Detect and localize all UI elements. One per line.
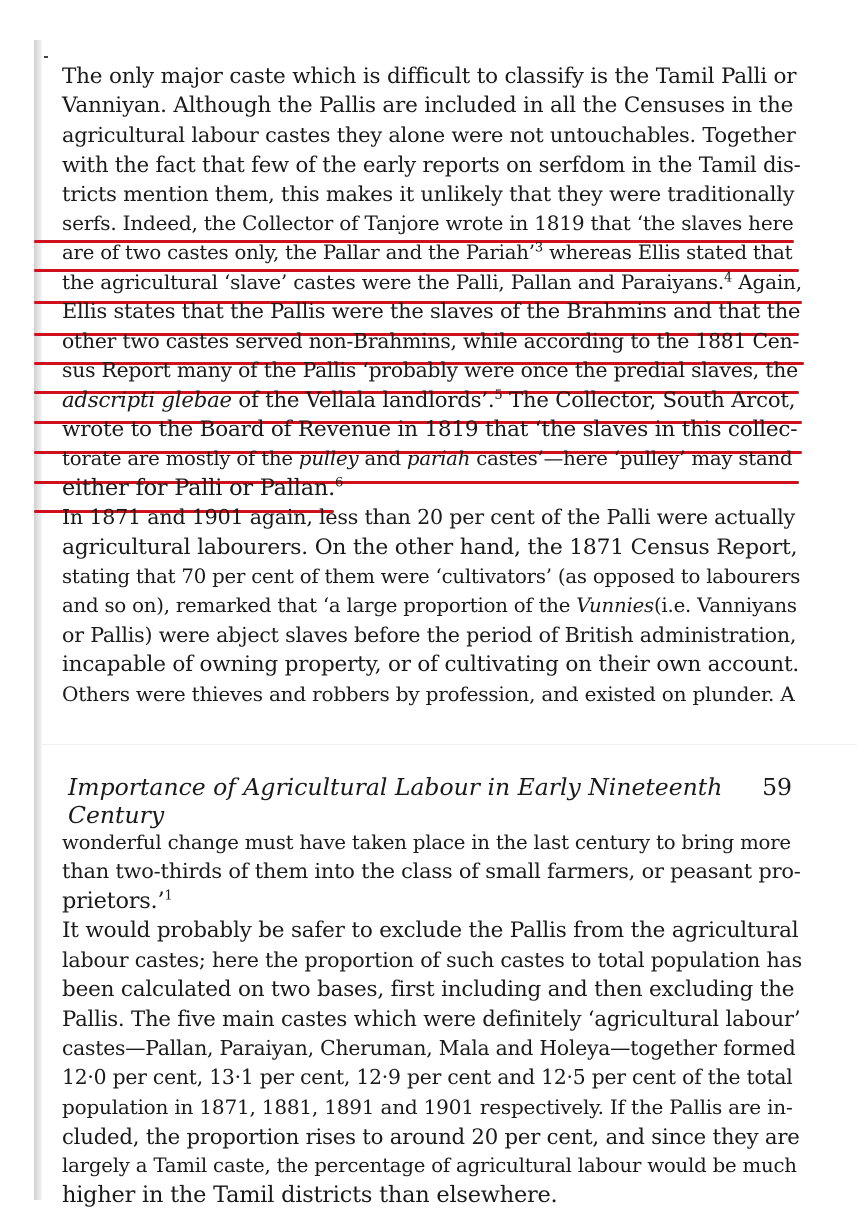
page-spine-shadow [34, 40, 42, 1200]
text-line: Vanniyan. Although the Pallis are included in all the Censuses in the [62, 93, 794, 119]
text-line: 12·0 per cent, 13·1 per cent, 12·9 per cent and 12·5 per cent of the total [62, 1065, 793, 1090]
text-line: or Pallis) were abject slaves before the period of British administration, [62, 622, 797, 647]
text-line: torate are mostly of the pulley and pariah castes’—here ‘pulley’ may stand [62, 447, 793, 471]
text-line: Ellis states that the Pallis were the slaves of the Brahmins and that the [62, 299, 801, 324]
running-header [68, 773, 792, 829]
text-line: the agricultural ‘slave’ castes were the Palli, Pallan and Paraiyans.$^4$ Again, [62, 269, 802, 294]
text-line: The only major caste which is difficult to classify is the Tamil Palli or [62, 64, 797, 89]
text-line: serfs. Indeed, the Collector of Tanjore wrote in 1819 that ‘the slaves here [62, 211, 794, 236]
text-line: other two castes served non-Brahmins, while according to the 1881 Cen- [62, 328, 800, 353]
text-line: sus Report many of the Pallis ‘probably were once the predial slaves, the [62, 358, 798, 383]
text-line: Pallis. The five main castes which were definitely ‘agricultural labour’ [62, 1006, 801, 1032]
text-line: adscripti glebae of the Vellala landlords’.$^5$ The Collector, South Arcot, [62, 387, 796, 413]
page-number: 59 [762, 773, 792, 801]
text-line: In 1871 and 1901 again, less than 20 per cent of the Palli were actually [62, 505, 795, 530]
chapter-title: Importance of Agricultural Labour in Early Nineteenth Century [68, 773, 723, 829]
text-line: tricts mention them, this makes it unlikely that they were traditionally [62, 181, 795, 206]
page-divider [42, 744, 857, 745]
page-1-text [62, 62, 802, 709]
text-line: than two-thirds of them into the class of small farmers, or peasant pro- [62, 859, 801, 884]
text-line: largely a Tamil caste, the percentage of agricultural labour would be much [62, 1154, 797, 1178]
text-line: agricultural labour castes they alone were not untouchables. Together [62, 122, 796, 147]
text-line: Others were thieves and robbers by profession, and existed on plunder. A [62, 681, 795, 706]
page-2-text [62, 828, 802, 1210]
text-line: and so on), remarked that ‘a large proportion of the Vunnies(i.e. Vanniyans [62, 594, 797, 618]
footnote-ref: 5 [494, 388, 503, 404]
text-line: incapable of owning property, or of cultivating on their own account. [62, 652, 800, 678]
text-line: castes—Pallan, Paraiyan, Cheruman, Mala and Holeya—together formed [62, 1035, 796, 1060]
text-line: are of two castes only, the Pallar and the Pariah’$^3$ whereas Ellis stated that [62, 240, 793, 265]
footnote-ref: 6 [335, 475, 344, 491]
margin-mark [44, 56, 48, 58]
text-line: It would probably be safer to exclude the Pallis from the agricultural [62, 918, 799, 944]
text-line: prietors.’$^1$ [62, 887, 173, 914]
text-line: cluded, the proportion rises to around 20 per cent, and since they are [62, 1124, 800, 1150]
text-line: either for Palli or Pallan.$^6$ [62, 474, 344, 501]
footnote-ref: 3 [534, 240, 543, 256]
footnote-ref: 1 [164, 888, 173, 904]
text-line: higher in the Tamil districts than elsewhere. [62, 1181, 558, 1208]
text-line: with the fact that few of the early reports on serfdom in the Tamil dis- [62, 152, 801, 178]
footnote-ref: 4 [724, 270, 733, 286]
text-line: stating that 70 per cent of them were ‘cultivators’ (as opposed to labourers [62, 564, 801, 588]
text-line: wonderful change must have taken place in the last century to bring more [62, 831, 791, 854]
text-line: wrote to the Board of Revenue in 1819 that ‘the slaves in this collec- [62, 416, 798, 442]
text-line: population in 1871, 1881, 1891 and 1901 respectively. If the Pallis are in- [62, 1094, 793, 1119]
text-line: labour castes; here the proportion of such castes to total population has [62, 947, 802, 972]
text-line: been calculated on two bases, first including and then excluding the [62, 977, 795, 1003]
text-line: agricultural labourers. On the other hand, the 1871 Census Report, [62, 534, 798, 560]
